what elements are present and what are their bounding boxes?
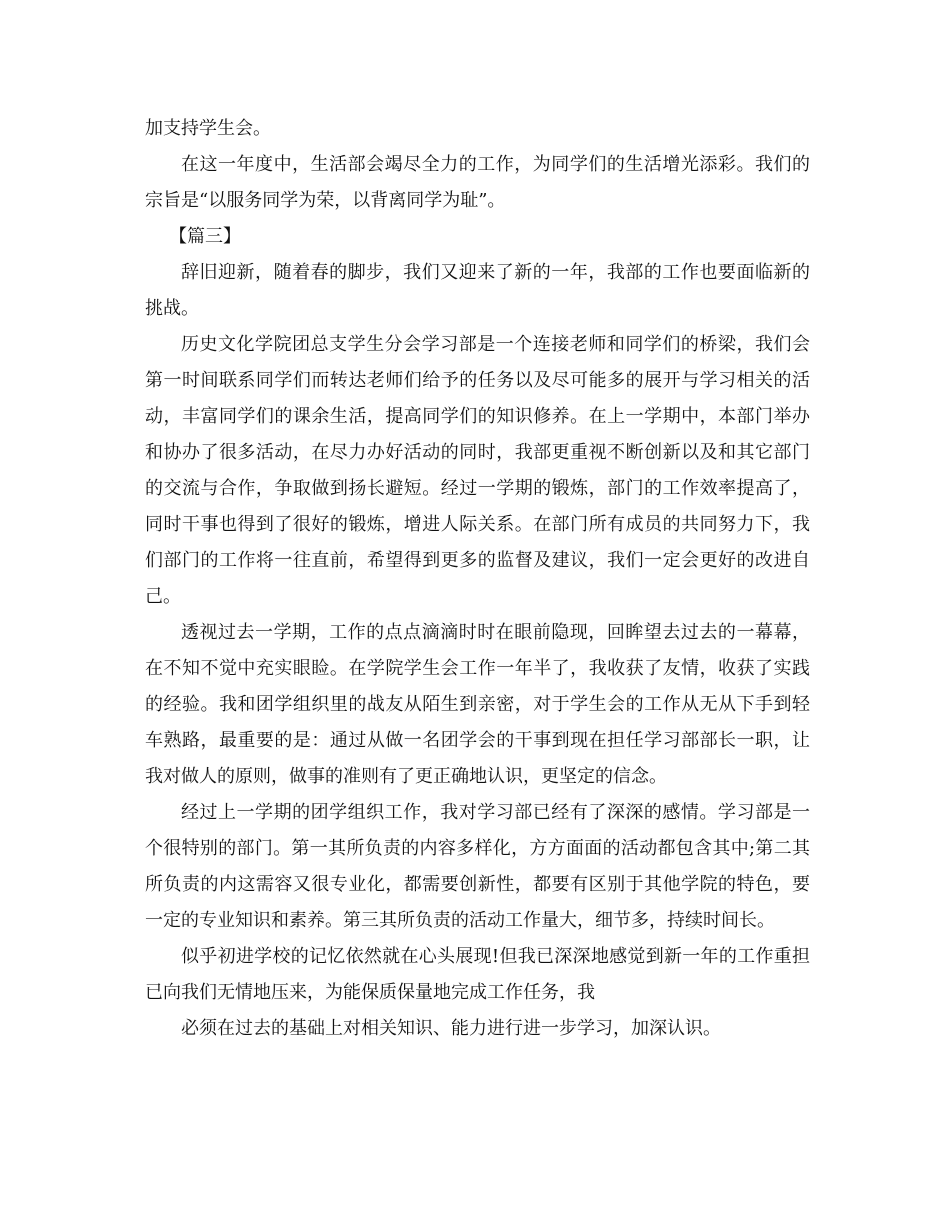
paragraph-study-department: 历史文化学院团总支学生分会学习部是一个连接老师和同学们的桥梁，我们会第一时间联系同学们而转达老师们给予的任务以及尽可能多的展开与学习相关的活动，丰富同学们的课余生活，提高同学们的知识修养。在上一学期中，本部门举办和协办了很多活动，在尽力办好活动的同时，我部更重视不断创新以及和其它部门的交流与合作，争取做到扬长避短。经过一学期的锻炼，部门的工作效率提高了，同时干事也得到了很好的锻炼，增进人际关系。在部门所有成员的共同努力下，我们部门的工作将一往直前，希望得到更多的监督及建议，我们一定会更好的改进自己。 [145,334,810,607]
paragraph-continuation: 加支持学生会。 [145,118,271,139]
paragraph-conclusion: 必须在过去的基础上对相关知识、能力进行进一步学习，加深认识。 [181,1018,721,1039]
paragraph-life-department: 在这一年度中，生活部会竭尽全力的工作，为同学们的生活增光添彩。我们的宗旨是“以服务同学为荣，以背离同学为耻”。 [145,154,810,211]
paragraph-memory: 似乎初进学校的记忆依然就在心头展现!但我已深深地感觉到新一年的工作重担已向我们无情地压来，为能保质保量地完成工作任务，我 [145,946,810,1003]
paragraph-feelings: 经过上一学期的团学组织工作，我对学习部已经有了深深的感情。学习部是一个很特别的部门。第一其所负责的内容多样化，方方面面的活动都包含其中;第二其所负责的内这需容又很专业化，都需要创新性，都要有区别于其他学院的特色，要一定的专业知识和素养。第三其所负责的活动工作量大，细节多，持续时间长。 [145,802,810,931]
section-heading: 【篇三】 [169,226,241,247]
paragraph-review: 透视过去一学期，工作的点点滴滴时时在眼前隐现，回眸望去过去的一幕幕，在不知不觉中充实眼睑。在学院学生会工作一年半了，我收获了友情，收获了实践的经验。我和团学组织里的战友从陌生到亲密，对于学生会的工作从无从下手到轻车熟路，最重要的是：通过从做一名团学会的干事到现在担任学习部部长一职，让我对做人的原则，做事的准则有了更正确地认识，更坚定的信念。 [145,622,810,787]
paragraph-new-year: 辞旧迎新，随着春的脚步，我们又迎来了新的一年，我部的工作也要面临新的挑战。 [145,262,810,319]
document-body [145,111,810,1047]
